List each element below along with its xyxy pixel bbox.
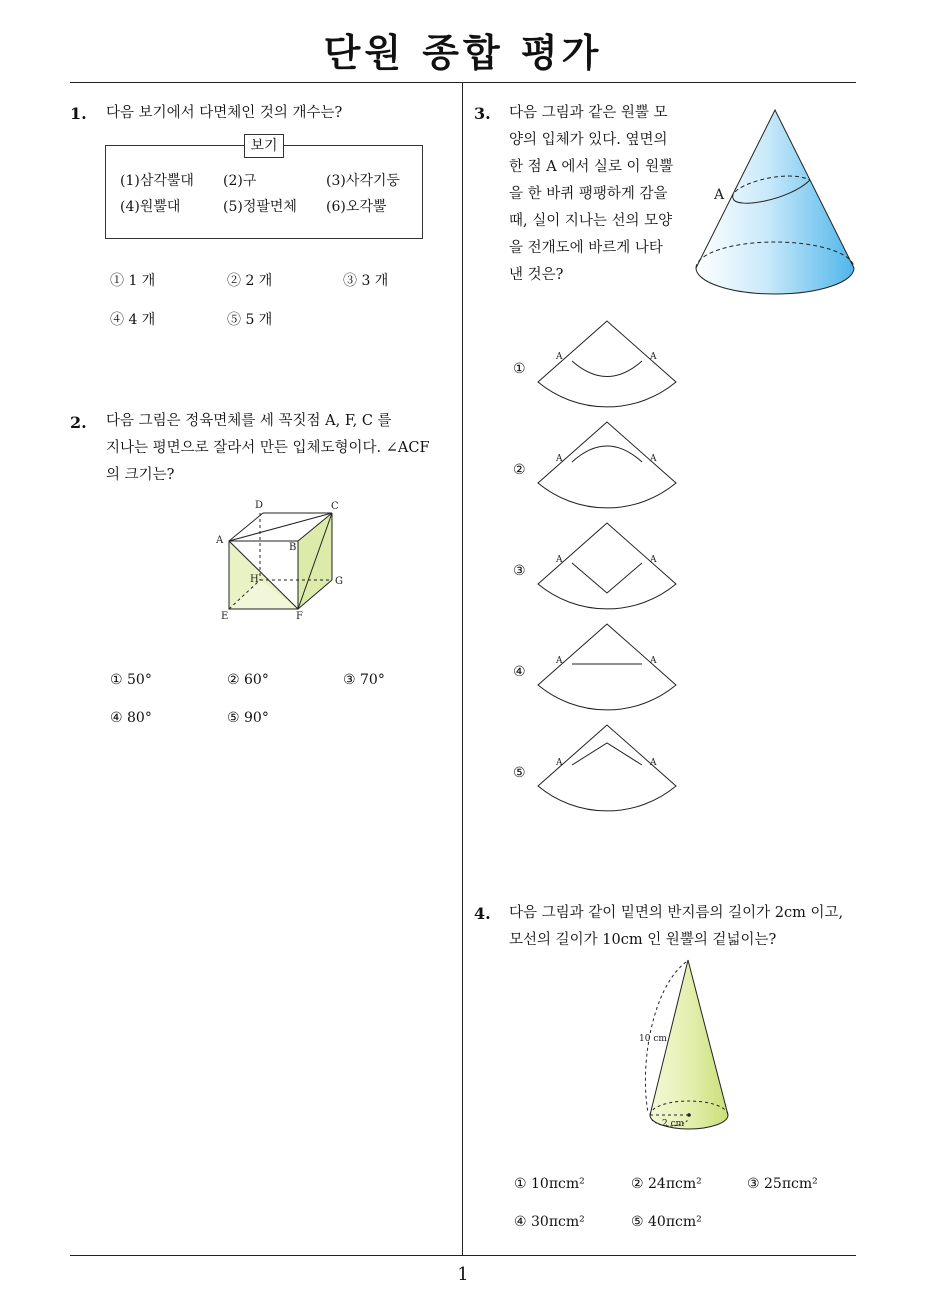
q1-number: 1. [70, 104, 87, 123]
q3-net-label: A [556, 352, 563, 362]
q1-box-item: (2)구 [223, 173, 257, 189]
q3-choice-5[interactable]: ⑤ [513, 765, 526, 781]
q2-label: F [296, 611, 303, 622]
q2-line: 의 크기는? [106, 467, 175, 483]
q3-net-label: A [650, 454, 657, 464]
q3-net-label: A [556, 656, 563, 666]
q2-label: B [289, 542, 297, 553]
q4-cone-body [650, 960, 728, 1129]
q1-choice-5[interactable]: ⑤ 5 개 [227, 312, 273, 328]
q3-net-label: A [650, 758, 657, 768]
q3-line: 을 전개도에 바르게 나타 [509, 240, 663, 256]
q3-net-label: A [650, 555, 657, 565]
q1-box-label: 보기 [244, 134, 284, 158]
q2-label: C [331, 501, 339, 512]
page-title: 단원 종합 평가 [323, 31, 603, 75]
q3-cone-label: A [714, 187, 725, 203]
q2-label: D [255, 500, 264, 511]
q3-line: 때, 실이 지나는 선의 모양 [509, 213, 673, 229]
q3-choice-3[interactable]: ③ [513, 563, 526, 579]
q3-net-label: A [650, 656, 657, 666]
q3-choice-1[interactable]: ① [513, 361, 526, 377]
q2-choice-5[interactable]: ⑤ 90° [227, 710, 269, 726]
q1-choice-2[interactable]: ② 2 개 [227, 273, 273, 289]
q3-line: 을 한 바퀴 팽팽하게 감을 [509, 186, 668, 202]
q1-choice-1[interactable]: ① 1 개 [110, 273, 156, 289]
q1-box-item: (1)삼각뿔대 [120, 173, 194, 189]
q4-number: 4. [474, 904, 491, 923]
q4-choice-5[interactable]: ⑤ 40πcm² [631, 1214, 702, 1230]
q2-label: G [335, 576, 343, 587]
page-number: 1 [457, 1264, 469, 1285]
q3-line: 양의 입체가 있다. 옆면의 [509, 132, 668, 148]
q2-number: 2. [70, 413, 87, 432]
q3-line: 한 점 A 에서 실로 이 원뿔 [509, 159, 674, 175]
q1-choice-3[interactable]: ③ 3 개 [343, 273, 389, 289]
q2-choice-1[interactable]: ① 50° [110, 672, 152, 688]
q4-choice-3[interactable]: ③ 25πcm² [747, 1176, 818, 1192]
q4-radius-label: 2 cm [662, 1119, 685, 1129]
q3-choice-4[interactable]: ④ [513, 664, 526, 680]
q3-net-label: A [556, 555, 563, 565]
q2-choice-3[interactable]: ③ 70° [343, 672, 385, 688]
q3-net-label: A [556, 758, 563, 768]
q3-net-label: A [556, 454, 563, 464]
q1-box-item: (4)원뿔대 [120, 199, 181, 215]
q2-label: A [216, 535, 224, 546]
q1-text: 다음 보기에서 다면체인 것의 개수는? [106, 105, 343, 121]
q3-choice-2[interactable]: ② [513, 462, 526, 478]
q4-line: 다음 그림과 같이 밑면의 반지름의 길이가 2cm 이고, [509, 905, 844, 921]
q1-choice-4[interactable]: ④ 4 개 [110, 312, 156, 328]
q2-choice-4[interactable]: ④ 80° [110, 710, 152, 726]
q3-net-label: A [650, 352, 657, 362]
q4-choice-4[interactable]: ④ 30πcm² [514, 1214, 585, 1230]
q2-label: H [250, 574, 259, 585]
q1-box-item: (6)오각뿔 [326, 199, 387, 215]
q4-choice-2[interactable]: ② 24πcm² [631, 1176, 702, 1192]
q2-line: 다음 그림은 정육면체를 세 꼭짓점 A, F, C 를 [106, 413, 392, 429]
q3-number: 3. [474, 104, 491, 123]
q1-box-item: (5)정팔면체 [223, 199, 297, 215]
q3-line: 다음 그림과 같은 원뿔 모 [509, 105, 668, 121]
q2-choice-2[interactable]: ② 60° [227, 672, 269, 688]
q4-slant-label: 10 cm [639, 1034, 667, 1044]
q4-line: 모선의 길이가 10cm 인 원뿔의 겉넓이는? [509, 932, 777, 948]
q2-line: 지나는 평면으로 잘라서 만든 입체도형이다. ∠ACF [106, 440, 430, 456]
q4-choice-1[interactable]: ① 10πcm² [514, 1176, 585, 1192]
q2-label: E [221, 611, 229, 622]
q3-line: 낸 것은? [509, 267, 564, 283]
q1-box-item: (3)사각기둥 [326, 173, 400, 189]
